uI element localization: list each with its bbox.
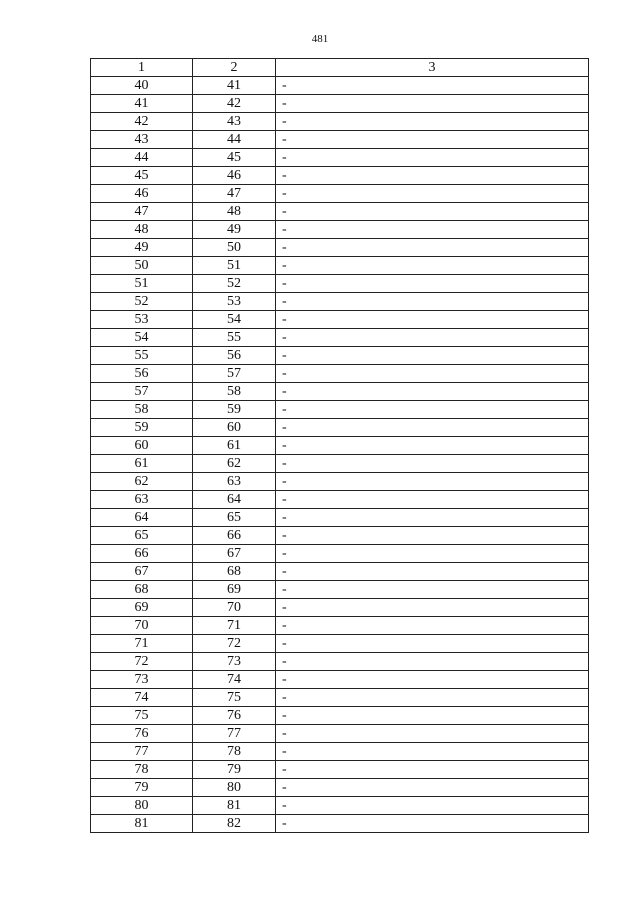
cell-col1: 40 [91,77,193,95]
cell-col3: - [276,203,589,221]
table-row [91,419,589,437]
cell-col3: - [276,365,589,383]
cell-col2: 48 [193,203,276,221]
cell-col2: 68 [193,563,276,581]
table-row [91,239,589,257]
table-row [91,635,589,653]
cell-col2: 43 [193,113,276,131]
table-row [91,131,589,149]
table-row [91,473,589,491]
cell-col1: 62 [91,473,193,491]
cell-col1: 47 [91,203,193,221]
cell-col1: 61 [91,455,193,473]
cell-col3: - [276,455,589,473]
cell-col2: 52 [193,275,276,293]
cell-col2: 70 [193,599,276,617]
cell-col2: 80 [193,779,276,797]
cell-col3: - [276,581,589,599]
cell-col3: - [276,761,589,779]
cell-col1: 74 [91,689,193,707]
table-row [91,311,589,329]
cell-col3: - [276,545,589,563]
cell-col3: - [276,131,589,149]
table-row [91,365,589,383]
table-row [91,437,589,455]
cell-col2: 53 [193,293,276,311]
table-row [91,527,589,545]
cell-col3: - [276,671,589,689]
cell-col2: 58 [193,383,276,401]
cell-col2: 42 [193,95,276,113]
cell-col1: 80 [91,797,193,815]
cell-col1: 67 [91,563,193,581]
cell-col2: 71 [193,617,276,635]
cell-col1: 57 [91,383,193,401]
table-row [91,275,589,293]
table-row [91,167,589,185]
cell-col3: - [276,563,589,581]
cell-col1: 81 [91,815,193,833]
table-row [91,599,589,617]
table-body [91,77,589,833]
cell-col1: 43 [91,131,193,149]
cell-col2: 46 [193,167,276,185]
table-row [91,293,589,311]
cell-col1: 52 [91,293,193,311]
cell-col1: 70 [91,617,193,635]
table-row [91,761,589,779]
cell-col1: 63 [91,491,193,509]
cell-col2: 82 [193,815,276,833]
cell-col3: - [276,257,589,275]
cell-col2: 64 [193,491,276,509]
page-number: 481 [311,33,329,45]
table-row [91,563,589,581]
cell-col1: 65 [91,527,193,545]
cell-col3: - [276,149,589,167]
cell-col3: - [276,707,589,725]
cell-col3: - [276,779,589,797]
cell-col1: 73 [91,671,193,689]
table-row [91,329,589,347]
cell-col1: 59 [91,419,193,437]
data-table [90,58,589,833]
cell-col3: - [276,797,589,815]
cell-col3: - [276,725,589,743]
cell-col2: 54 [193,311,276,329]
cell-col1: 55 [91,347,193,365]
cell-col2: 45 [193,149,276,167]
cell-col2: 74 [193,671,276,689]
column-header-2: 2 [193,59,276,77]
cell-col1: 71 [91,635,193,653]
table-row [91,347,589,365]
cell-col3: - [276,329,589,347]
cell-col1: 46 [91,185,193,203]
cell-col1: 51 [91,275,193,293]
table-row [91,509,589,527]
column-header-3: 3 [276,59,589,77]
cell-col1: 42 [91,113,193,131]
table-row [91,383,589,401]
cell-col1: 68 [91,581,193,599]
cell-col2: 49 [193,221,276,239]
cell-col2: 75 [193,689,276,707]
table-row [91,149,589,167]
cell-col1: 66 [91,545,193,563]
table-row [91,95,589,113]
table-row [91,401,589,419]
cell-col3: - [276,491,589,509]
cell-col1: 54 [91,329,193,347]
column-header-1: 1 [91,59,193,77]
cell-col2: 76 [193,707,276,725]
table-header-row [91,59,589,77]
table-row [91,113,589,131]
table-row [91,671,589,689]
cell-col1: 53 [91,311,193,329]
cell-col3: - [276,311,589,329]
table-row [91,779,589,797]
table-row [91,725,589,743]
cell-col1: 75 [91,707,193,725]
cell-col1: 45 [91,167,193,185]
cell-col3: - [276,113,589,131]
table-row [91,203,589,221]
cell-col2: 55 [193,329,276,347]
cell-col3: - [276,599,589,617]
cell-col2: 67 [193,545,276,563]
cell-col1: 64 [91,509,193,527]
cell-col2: 65 [193,509,276,527]
cell-col3: - [276,437,589,455]
cell-col2: 61 [193,437,276,455]
table-row [91,257,589,275]
cell-col3: - [276,185,589,203]
cell-col1: 69 [91,599,193,617]
table-row [91,743,589,761]
cell-col1: 41 [91,95,193,113]
cell-col1: 44 [91,149,193,167]
table-row [91,545,589,563]
cell-col2: 57 [193,365,276,383]
cell-col3: - [276,77,589,95]
cell-col1: 76 [91,725,193,743]
cell-col3: - [276,383,589,401]
cell-col2: 60 [193,419,276,437]
cell-col2: 50 [193,239,276,257]
cell-col3: - [276,617,589,635]
cell-col2: 51 [193,257,276,275]
cell-col2: 79 [193,761,276,779]
cell-col1: 49 [91,239,193,257]
cell-col3: - [276,419,589,437]
table-row [91,491,589,509]
cell-col3: - [276,167,589,185]
cell-col3: - [276,815,589,833]
cell-col3: - [276,293,589,311]
cell-col2: 81 [193,797,276,815]
table-row [91,581,589,599]
cell-col3: - [276,689,589,707]
cell-col2: 72 [193,635,276,653]
cell-col3: - [276,743,589,761]
cell-col2: 62 [193,455,276,473]
cell-col2: 59 [193,401,276,419]
cell-col1: 78 [91,761,193,779]
table-row [91,653,589,671]
cell-col2: 56 [193,347,276,365]
cell-col1: 56 [91,365,193,383]
table-row [91,797,589,815]
cell-col3: - [276,401,589,419]
table-row [91,707,589,725]
cell-col3: - [276,221,589,239]
cell-col2: 63 [193,473,276,491]
cell-col3: - [276,635,589,653]
cell-col1: 58 [91,401,193,419]
cell-col3: - [276,347,589,365]
cell-col2: 66 [193,527,276,545]
table-row [91,185,589,203]
cell-col2: 78 [193,743,276,761]
cell-col1: 77 [91,743,193,761]
cell-col1: 60 [91,437,193,455]
cell-col2: 44 [193,131,276,149]
cell-col3: - [276,95,589,113]
table-row [91,617,589,635]
cell-col3: - [276,653,589,671]
cell-col2: 77 [193,725,276,743]
cell-col1: 48 [91,221,193,239]
cell-col3: - [276,275,589,293]
cell-col3: - [276,527,589,545]
table-row [91,455,589,473]
cell-col2: 47 [193,185,276,203]
cell-col1: 72 [91,653,193,671]
cell-col2: 73 [193,653,276,671]
cell-col2: 69 [193,581,276,599]
cell-col3: - [276,239,589,257]
table-row [91,815,589,833]
cell-col1: 79 [91,779,193,797]
table-row [91,77,589,95]
cell-col3: - [276,473,589,491]
cell-col3: - [276,509,589,527]
cell-col1: 50 [91,257,193,275]
cell-col2: 41 [193,77,276,95]
table-row [91,221,589,239]
table-row [91,689,589,707]
